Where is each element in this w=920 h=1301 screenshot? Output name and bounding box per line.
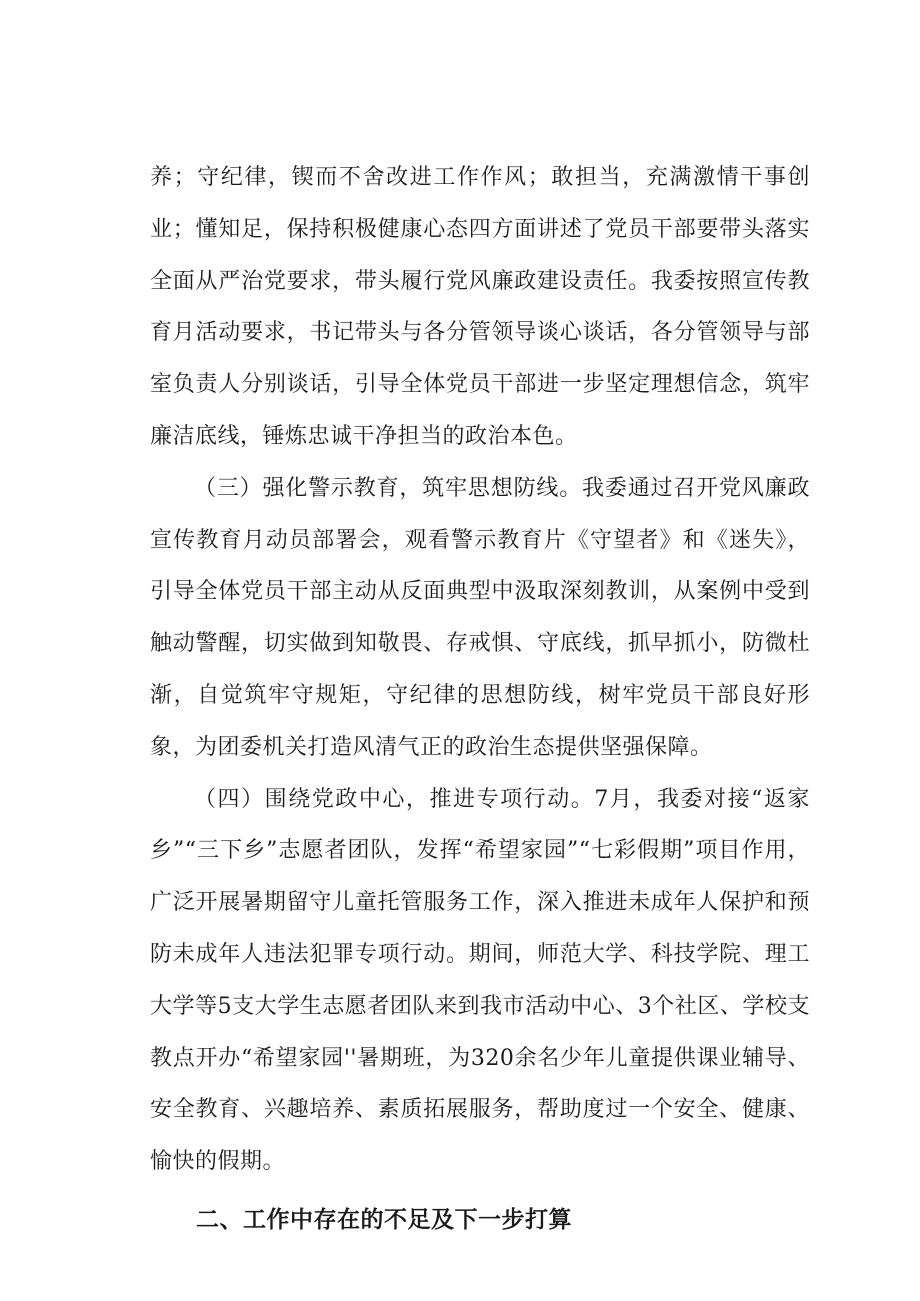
paragraph-special-action: （四）围绕党政中心，推进专项行动。7月，我委对接“返家乡”“三下乡”志愿者团队，发挥“希望家园”“七彩假期”项目作用，广泛开展暑期留守儿童托管服务工作，深入推进未成年人保护和预防未成年人违法犯罪专项行动。期间，师范大学、科技学院、理工大学等5支大学生志愿者团队来到我市活动中心、3个社区、学校支教点开办“希望家园''暑期班，为320余名少年儿童提供课业辅导、安全教育、兴趣培养、素质拓展服务，帮助度过一个安全、健康、愉快的假期。 [150,786,810,1175]
section-heading: 二、工作中存在的不足及下一步打算 [196,1206,572,1233]
paragraph-continued: 养；守纪律，锲而不舍改进工作作风；敢担当，充满激情干事创业；懂知足，保持积极健康心态四方面讲述了党员干部要带头落实全面从严治党要求，带头履行党风廉政建设责任。我委按照宣传教育月活动要求，书记带头与各分管领导谈心谈话，各分管领导与部室负责人分别谈话，引导全体党员干部进一步坚定理想信念，筑牢廉洁底线，锤炼忠诚干净担当的政治本色。 [150,165,810,449]
document-body [150,152,810,1246]
paragraph-warning-education: （三）强化警示教育，筑牢思想防线。我委通过召开党风廉政宣传教育月动员部署会，观看警示教育片《守望者》和《迷失》，引导全体党员干部主动从反面典型中汲取深刻教训，从案例中受到触动警醒，切实做到知敬畏、存戒惧、守底线，抓早抓小，防微杜渐，自觉筑牢守规矩，守纪律的思想防线，树牢党员干部良好形象，为团委机关打造风清气正的政治生态提供坚强保障。 [150,475,810,760]
